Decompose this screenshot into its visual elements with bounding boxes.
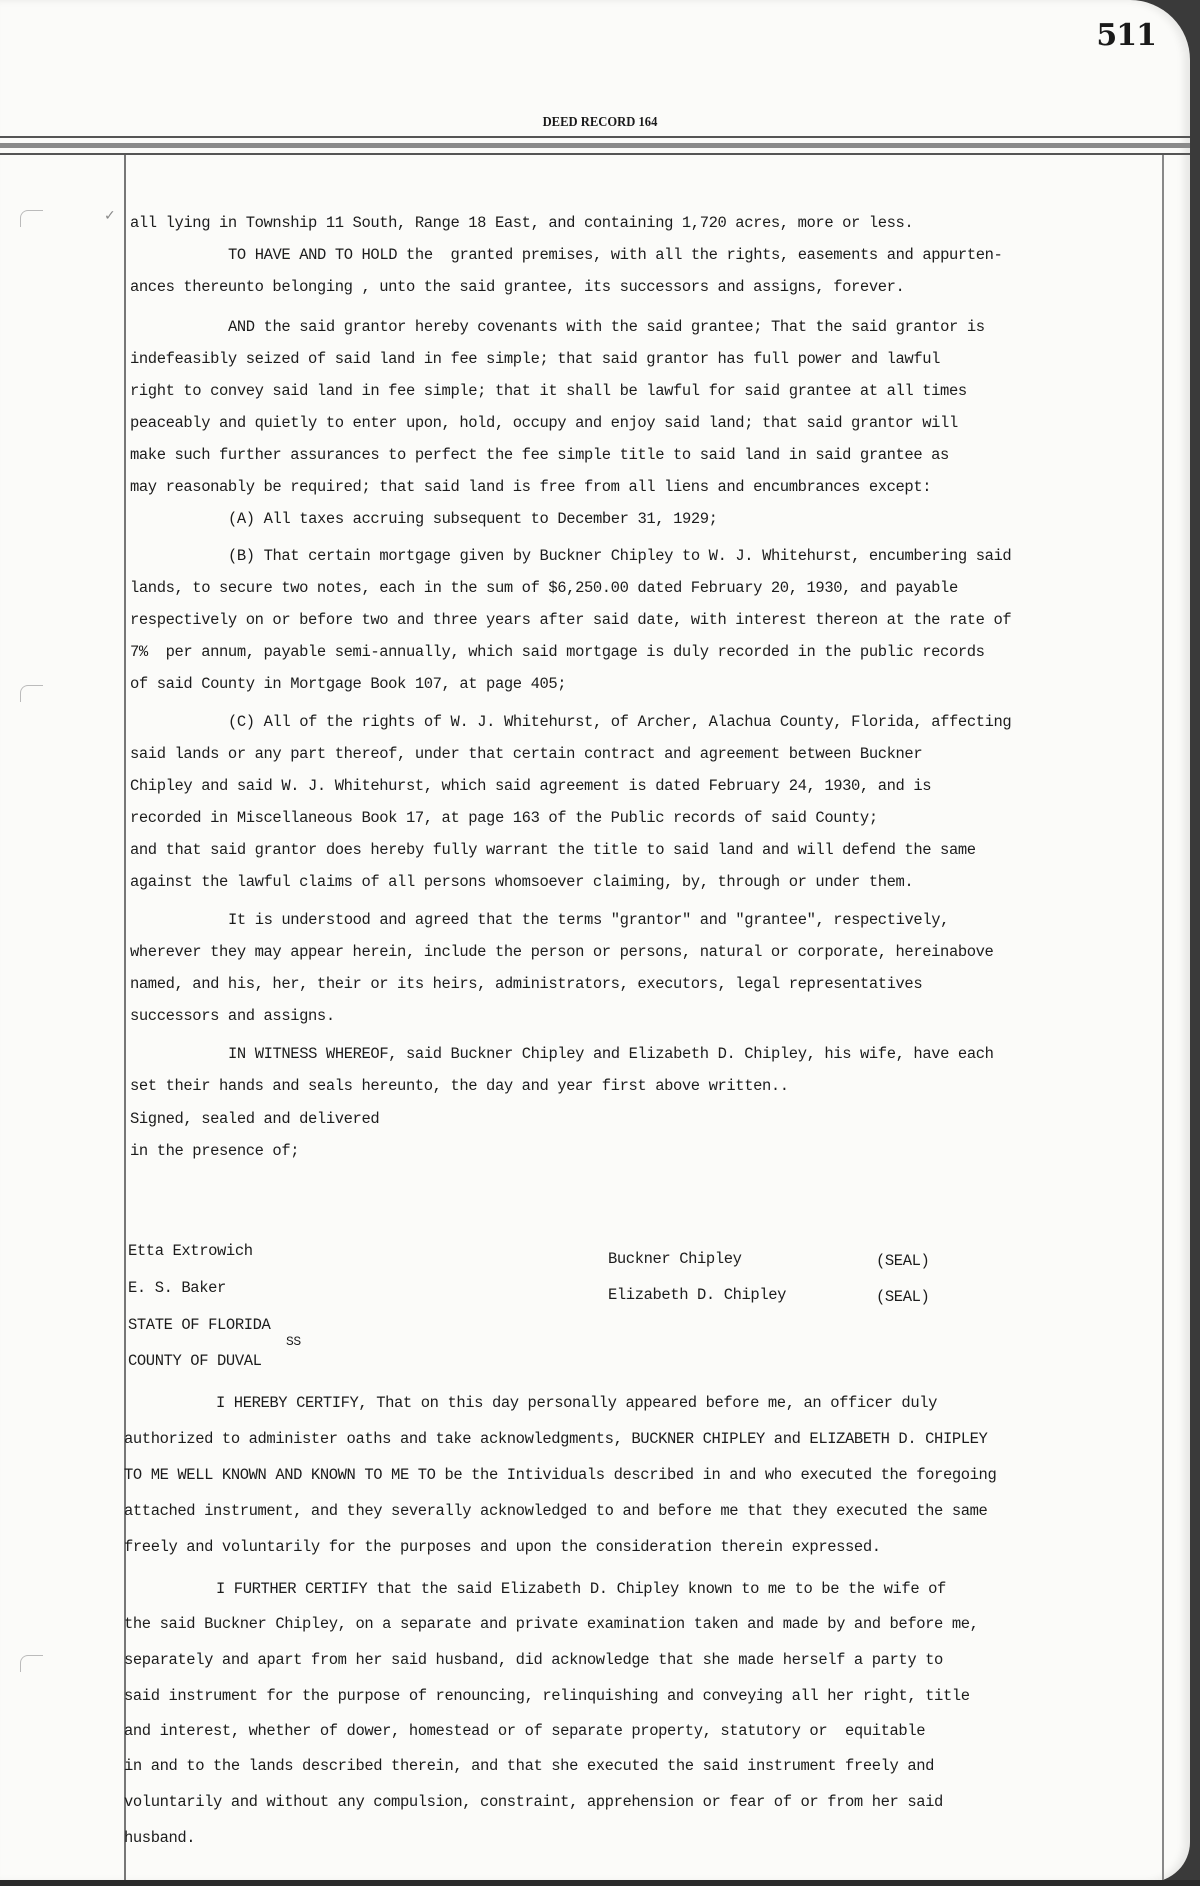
witness-name: E. S. Baker	[128, 1279, 226, 1297]
deed-text-line: right to convey said land in fee simple; that it shall be lawful for said grantee at all times	[130, 382, 967, 400]
deed-text-line: (C) All of the rights of W. J. Whitehurst, of Archer, Alachua County, Florida, affecting	[228, 713, 1012, 731]
binder-hole-mark	[20, 685, 43, 702]
deed-text-line: peaceably and quietly to enter upon, hold, occupy and enjoy said land; that said grantor will	[130, 414, 958, 432]
header-rule-thick	[0, 143, 1190, 148]
acknowledgment-text-line: said instrument for the purpose of renouncing, relinquishing and conveying all her right, title	[124, 1687, 970, 1705]
deed-text-line: IN WITNESS WHEREOF, said Buckner Chipley and Elizabeth D. Chipley, his wife, have each	[228, 1045, 994, 1063]
right-margin-line	[1162, 155, 1164, 1880]
deed-text-line: in the presence of;	[130, 1142, 300, 1160]
header-rule-bottom	[0, 153, 1190, 155]
deed-text-line: against the lawful claims of all persons whomsoever claiming, by, through or under them.	[130, 873, 914, 891]
deed-text-line: said lands or any part thereof, under that certain contract and agreement between Buckner	[130, 745, 923, 763]
venue-county: COUNTY OF DUVAL	[128, 1352, 262, 1370]
binder-hole-mark	[20, 210, 43, 227]
deed-text-line: lands, to secure two notes, each in the sum of $6,250.00 dated February 20, 1930, and payable	[130, 579, 958, 597]
deed-text-line: recorded in Miscellaneous Book 17, at page 163 of the Public records of said County;	[130, 809, 878, 827]
deed-text-line: Chipley and said W. J. Whitehurst, which said agreement is dated February 24, 1930, and is	[130, 777, 932, 795]
check-mark-icon: ✓	[104, 208, 116, 224]
deed-text-line: set their hands and seals hereunto, the day and year first above written..	[130, 1077, 789, 1095]
deed-text-line: wherever they may appear herein, include the person or persons, natural or corporate, hereinabove	[130, 943, 994, 961]
deed-text-line: make such further assurances to perfect the fee simple title to said land in said grantee as	[130, 446, 949, 464]
acknowledgment-text-line: separately and apart from her said husband, did acknowledge that she made herself a party to	[124, 1651, 943, 1669]
page-edge-shadow	[0, 1880, 1200, 1886]
deed-text-line: indefeasibly seized of said land in fee simple; that said grantor has full power and lawful	[130, 350, 941, 368]
seal-label: (SEAL)	[876, 1288, 930, 1306]
acknowledgment-text-line: and interest, whether of dower, homestead or of separate property, statutory or equitable	[124, 1722, 926, 1740]
acknowledgment-text-line: the said Buckner Chipley, on a separate and private examination taken and made by and before me,	[124, 1615, 979, 1633]
acknowledgment-text-line: husband.	[124, 1829, 196, 1847]
record-title: DEED RECORD 164	[542, 115, 658, 130]
binder-hole-mark	[20, 1655, 43, 1672]
venue-state: STATE OF FLORIDA	[128, 1316, 271, 1334]
acknowledgment-text-line: I HEREBY CERTIFY, That on this day personally appeared before me, an officer duly	[216, 1394, 938, 1412]
acknowledgment-text-line: I FURTHER CERTIFY that the said Elizabeth D. Chipley known to me to be the wife of	[216, 1580, 946, 1598]
deed-text-line: 7% per annum, payable semi-annually, which said mortgage is duly recorded in the public records	[130, 643, 985, 661]
page-number: 511	[1096, 18, 1156, 53]
deed-text-line: successors and assigns.	[130, 1007, 335, 1025]
deed-text-line: ances thereunto belonging , unto the said grantee, its successors and assigns, forever.	[130, 278, 905, 296]
deed-text-line: respectively on or before two and three years after said date, with interest thereon at the rate of	[130, 611, 1012, 629]
acknowledgment-text-line: freely and voluntarily for the purposes and upon the consideration therein expressed.	[124, 1538, 881, 1556]
deed-text-line: and that said grantor does hereby fully warrant the title to said land and will defend the same	[130, 841, 976, 859]
acknowledgment-text-line: authorized to administer oaths and take acknowledgments, BUCKNER CHIPLEY and ELIZABETH D. CHIPLEY	[124, 1430, 988, 1448]
deed-text-line: It is understood and agreed that the terms "grantor" and "grantee", respectively,	[228, 911, 950, 929]
grantor-name: Buckner Chipley	[608, 1250, 742, 1268]
deed-text-line: Signed, sealed and delivered	[130, 1110, 380, 1128]
seal-label: (SEAL)	[876, 1252, 930, 1270]
deed-text-line: all lying in Township 11 South, Range 18 East, and containing 1,720 acres, more or less.	[130, 214, 914, 232]
witness-name: Etta Extrowich	[128, 1242, 253, 1260]
venue-ss: SS	[286, 1334, 301, 1349]
deed-text-line: named, and his, her, their or its heirs, administrators, executors, legal representatives	[130, 975, 923, 993]
deed-text-line: (B) That certain mortgage given by Buckner Chipley to W. J. Whitehurst, encumbering said	[228, 547, 1012, 565]
deed-text-line: TO HAVE AND TO HOLD the granted premises, with all the rights, easements and appurten-	[228, 246, 1003, 264]
acknowledgment-text-line: TO ME WELL KNOWN AND KNOWN TO ME TO be the Intividuals described in and who executed the foregoing	[124, 1466, 997, 1484]
header-rule-top	[0, 136, 1190, 138]
deed-text-line: may reasonably be required; that said land is free from all liens and encumbrances except:	[130, 478, 932, 496]
deed-text-line: (A) All taxes accruing subsequent to December 31, 1929;	[228, 510, 718, 528]
grantor-name: Elizabeth D. Chipley	[608, 1286, 787, 1304]
acknowledgment-text-line: in and to the lands described therein, and that she executed the said instrument freely and	[124, 1757, 935, 1775]
acknowledgment-text-line: voluntarily and without any compulsion, constraint, apprehension or fear of or from her said	[124, 1793, 943, 1811]
acknowledgment-text-line: attached instrument, and they severally acknowledged to and before me that they executed the same	[124, 1502, 988, 1520]
deed-text-line: AND the said grantor hereby covenants with the said grantee; That the said grantor is	[228, 318, 985, 336]
deed-text-line: of said County in Mortgage Book 107, at page 405;	[130, 675, 567, 693]
